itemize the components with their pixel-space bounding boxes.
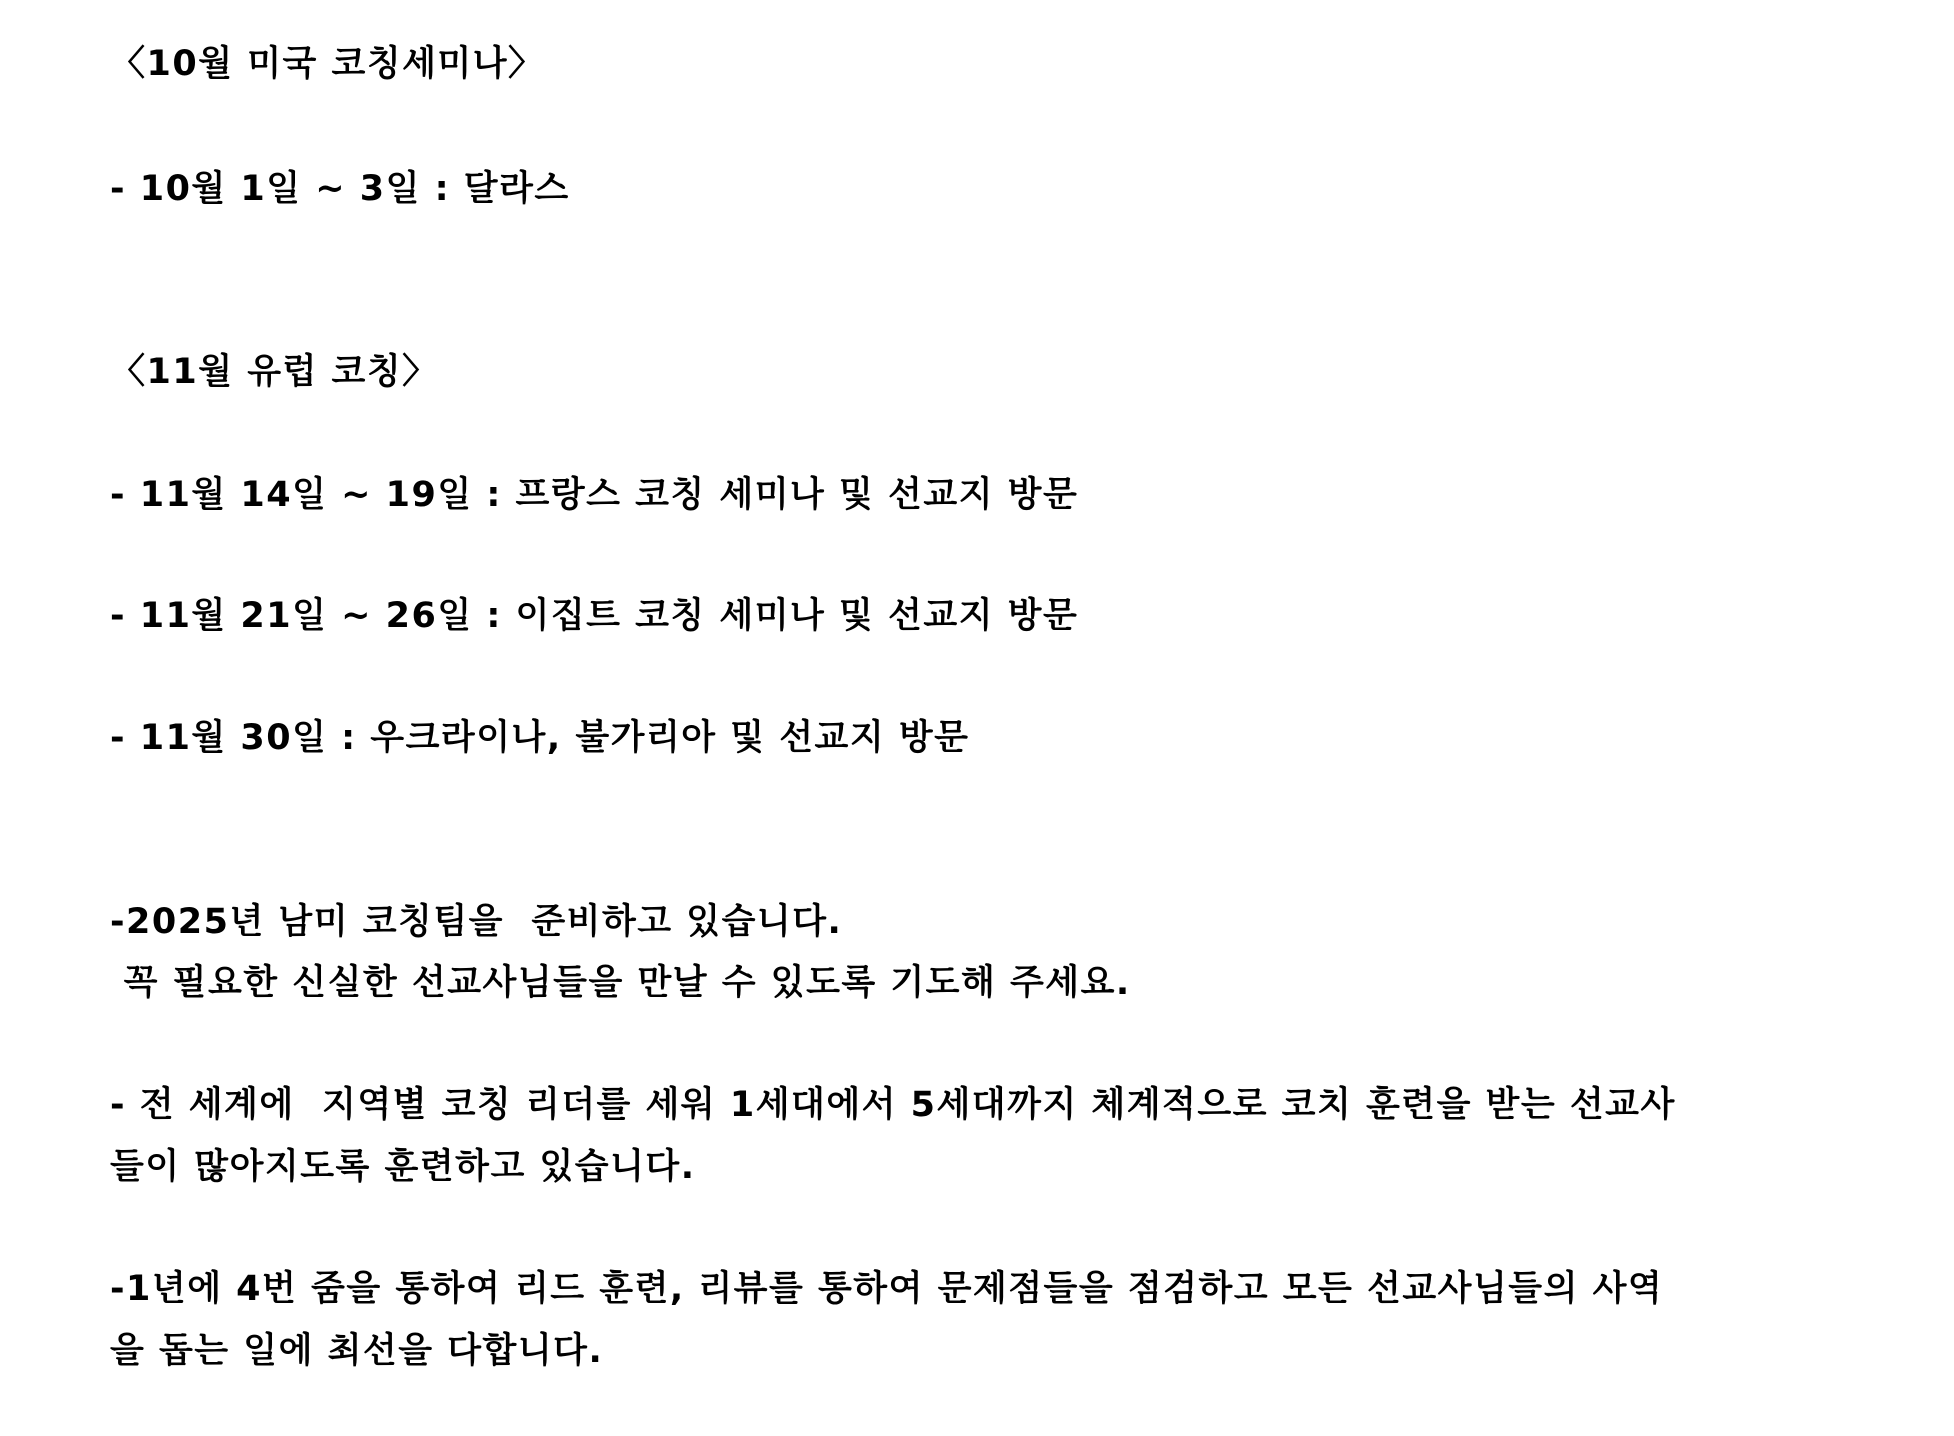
november-heading: 〈11월 유럽 코칭〉 <box>110 352 439 392</box>
note-south-america-line-1: -2025년 남미 코칭팀을 준비하고 있습니다. <box>110 902 843 942</box>
note-zoom-training-line-2: 을 돕는 일에 최선을 다합니다. <box>110 1331 604 1371</box>
note-zoom-training-line-1: -1년에 4번 줌을 통하여 리드 훈련, 리뷰를 통하여 문제점들을 점검하고 모든 선교사님들의 사역 <box>110 1269 1664 1309</box>
schedule-item-france: - 11월 14일 ~ 19일 : 프랑스 코칭 세미나 및 선교지 방문 <box>110 475 1079 515</box>
schedule-item-egypt: - 11월 21일 ~ 26일 : 이집트 코칭 세미나 및 선교지 방문 <box>110 596 1079 636</box>
october-heading: 〈10월 미국 코칭세미나〉 <box>110 44 545 84</box>
schedule-item-dallas: - 10월 1일 ~ 3일 : 달라스 <box>110 169 570 209</box>
note-global-leaders-line-1: - 전 세계에 지역별 코칭 리더를 세워 1세대에서 5세대까지 체계적으로 코치 훈련을 받는 선교사 <box>110 1085 1676 1125</box>
schedule-item-ukraine-bulgaria: - 11월 30일 : 우크라이나, 불가리아 및 선교지 방문 <box>110 718 970 758</box>
note-global-leaders-line-2: 들이 많아지도록 훈련하고 있습니다. <box>110 1147 696 1187</box>
note-south-america-line-2: 꼭 필요한 신실한 선교사님들을 만날 수 있도록 기도해 주세요. <box>110 963 1131 1003</box>
